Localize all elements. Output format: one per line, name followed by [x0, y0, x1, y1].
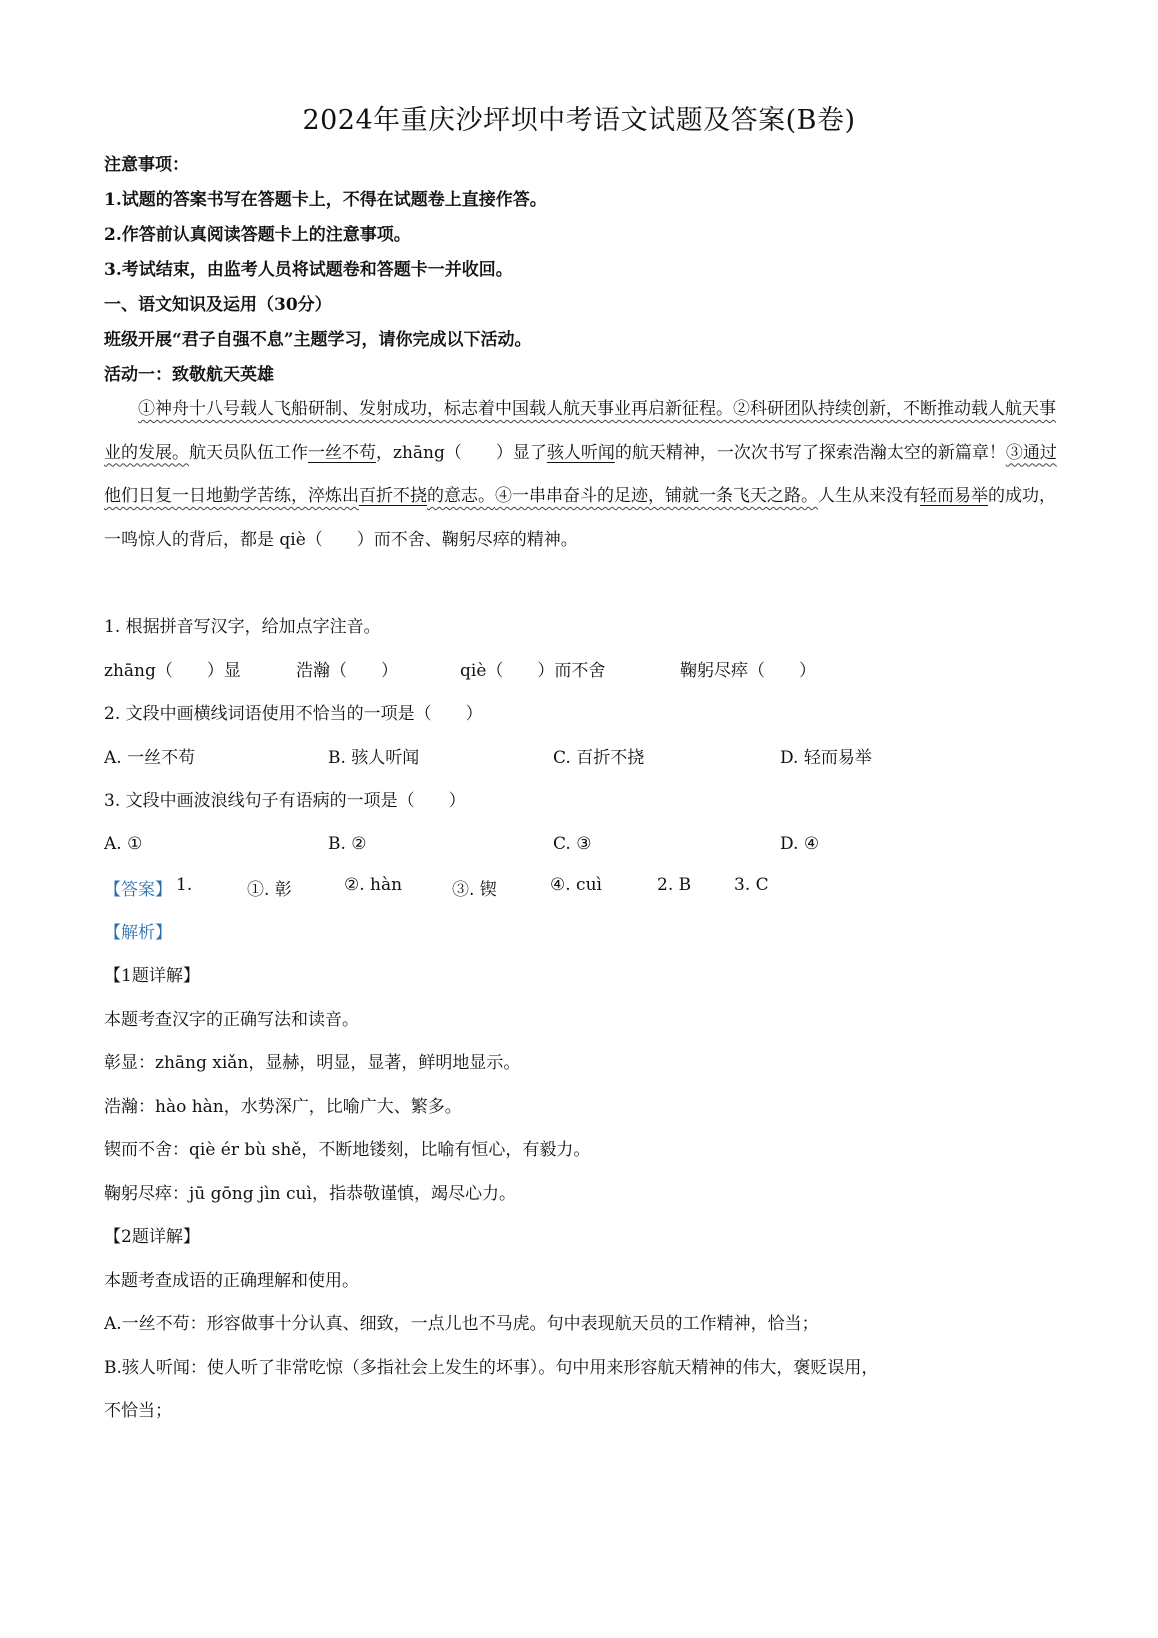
answer-part: ④. cuì — [550, 875, 602, 895]
answer-part: 1. — [176, 875, 193, 895]
answer-label: 【答案】 — [104, 880, 172, 900]
question-2-stem: 2. 文段中画横线词语使用不恰当的一项是（ ） — [104, 704, 483, 724]
q2-option-a: A. 一丝不苟 — [104, 748, 196, 768]
notice-header: 注意事项： — [104, 155, 189, 175]
passage-text: 人生从来没有 — [818, 486, 920, 506]
q3-option-a: A. ① — [104, 834, 143, 854]
wavy-sentence-2: ②科研团队持续创新，不断推动载人航天事业的发展。 — [104, 399, 1056, 463]
answer-part: ②. hàn — [344, 875, 403, 895]
passage-text: ，zhāng（ ）显了 — [376, 442, 547, 463]
detail-2-header: 【2题详解】 — [104, 1227, 200, 1247]
detail-1-header: 【1题详解】 — [104, 966, 200, 986]
question-1-stem: 1. 根据拼音写汉字，给加点字注音。 — [104, 617, 381, 637]
passage — [104, 388, 1064, 562]
q1-item: qiè（ ）而不舍 — [460, 661, 606, 681]
detail-2-line: 不恰当； — [104, 1401, 172, 1421]
q2-option-c: C. 百折不挠 — [553, 748, 645, 768]
q1-item: 浩瀚（ ） — [296, 661, 398, 681]
underlined-word-4: 轻而易举 — [920, 486, 988, 506]
wavy-sentence-3a: ③通过他们日复一日地勤学苦练，淬炼出 — [104, 442, 1057, 506]
detail-1-line: 彰显：zhāng xiǎn，显赫，明显，显著，鲜明地显示。 — [104, 1053, 521, 1073]
wavy-sentence-3b: 的意志。 — [427, 486, 495, 506]
answer-part: ①. 彰 — [247, 880, 292, 900]
answer-part: 2. B — [657, 875, 692, 895]
detail-1-line: 鞠躬尽瘁：jū gōng jìn cuì，指恭敬谨慎，竭尽心力。 — [104, 1184, 516, 1204]
notice-item: 2.作答前认真阅读答题卡上的注意事项。 — [104, 225, 411, 245]
activity-heading: 活动一：致敬航天英雄 — [104, 365, 274, 385]
notice-item: 3.考试结束，由监考人员将试题卷和答题卡一并收回。 — [104, 260, 513, 280]
q1-item: 鞠躬尽瘁（ ） — [680, 661, 816, 681]
section-heading: 一、语文知识及运用（30分） — [104, 295, 332, 315]
underlined-word-2: 骇人听闻 — [546, 442, 615, 463]
analysis-label: 【解析】 — [104, 923, 172, 943]
answer-part: 3. C — [734, 875, 769, 895]
detail-1-line: 锲而不舍：qiè ér bù shě，不断地镂刻，比喻有恒心，有毅力。 — [104, 1140, 591, 1160]
wavy-sentence-1: ①神舟十八号载人飞船研制、发射成功，标志着中国载人航天事业再启新征程。 — [138, 399, 733, 419]
q2-option-b: B. 骇人听闻 — [328, 748, 420, 768]
underlined-word-1: 一丝不苟 — [308, 442, 376, 463]
page-title: 2024年重庆沙坪坝中考语文试题及答案(B卷) — [302, 105, 856, 136]
q3-option-b: B. ② — [328, 834, 367, 854]
detail-2-line: A.一丝不苟：形容做事十分认真、细致，一点儿也不马虎。句中表现航天员的工作精神，恰当； — [104, 1314, 819, 1334]
wavy-sentence-4: ④一串串奋斗的足迹，铺就一条飞天之路。 — [495, 486, 818, 506]
detail-1-line: 浩瀚：hào hàn，水势深广，比喻广大、繁多。 — [104, 1097, 462, 1117]
q1-item: zhāng（ ）显 — [104, 661, 241, 681]
question-3-stem: 3. 文段中画波浪线句子有语病的一项是（ ） — [104, 791, 466, 811]
passage-text: 的成功，一鸣惊人的背后，都是 qiè（ ）而不舍、鞠躬尽瘁的精神。 — [104, 486, 1056, 550]
detail-1-line: 本题考查汉字的正确写法和读音。 — [104, 1010, 359, 1030]
answer-part: ③. 锲 — [452, 880, 497, 900]
q3-option-d: D. ④ — [780, 834, 820, 854]
intro-text: 班级开展“君子自强不息”主题学习，请你完成以下活动。 — [104, 330, 532, 350]
detail-2-line: B.骇人听闻：使人听了非常吃惊（多指社会上发生的坏事）。句中用来形容航天精神的伟大，褒贬误用， — [104, 1358, 879, 1378]
detail-2-line: 本题考查成语的正确理解和使用。 — [104, 1271, 359, 1291]
passage-text: 航天员队伍工作 — [189, 442, 308, 463]
passage-text: 的航天精神，一次次书写了探索浩瀚太空的新篇章！ — [614, 442, 1006, 463]
underlined-word-3: 百折不挠 — [359, 486, 427, 506]
q3-option-c: C. ③ — [553, 834, 592, 854]
notice-item: 1.试题的答案书写在答题卡上，不得在试题卷上直接作答。 — [104, 190, 547, 210]
q2-option-d: D. 轻而易举 — [780, 748, 872, 768]
